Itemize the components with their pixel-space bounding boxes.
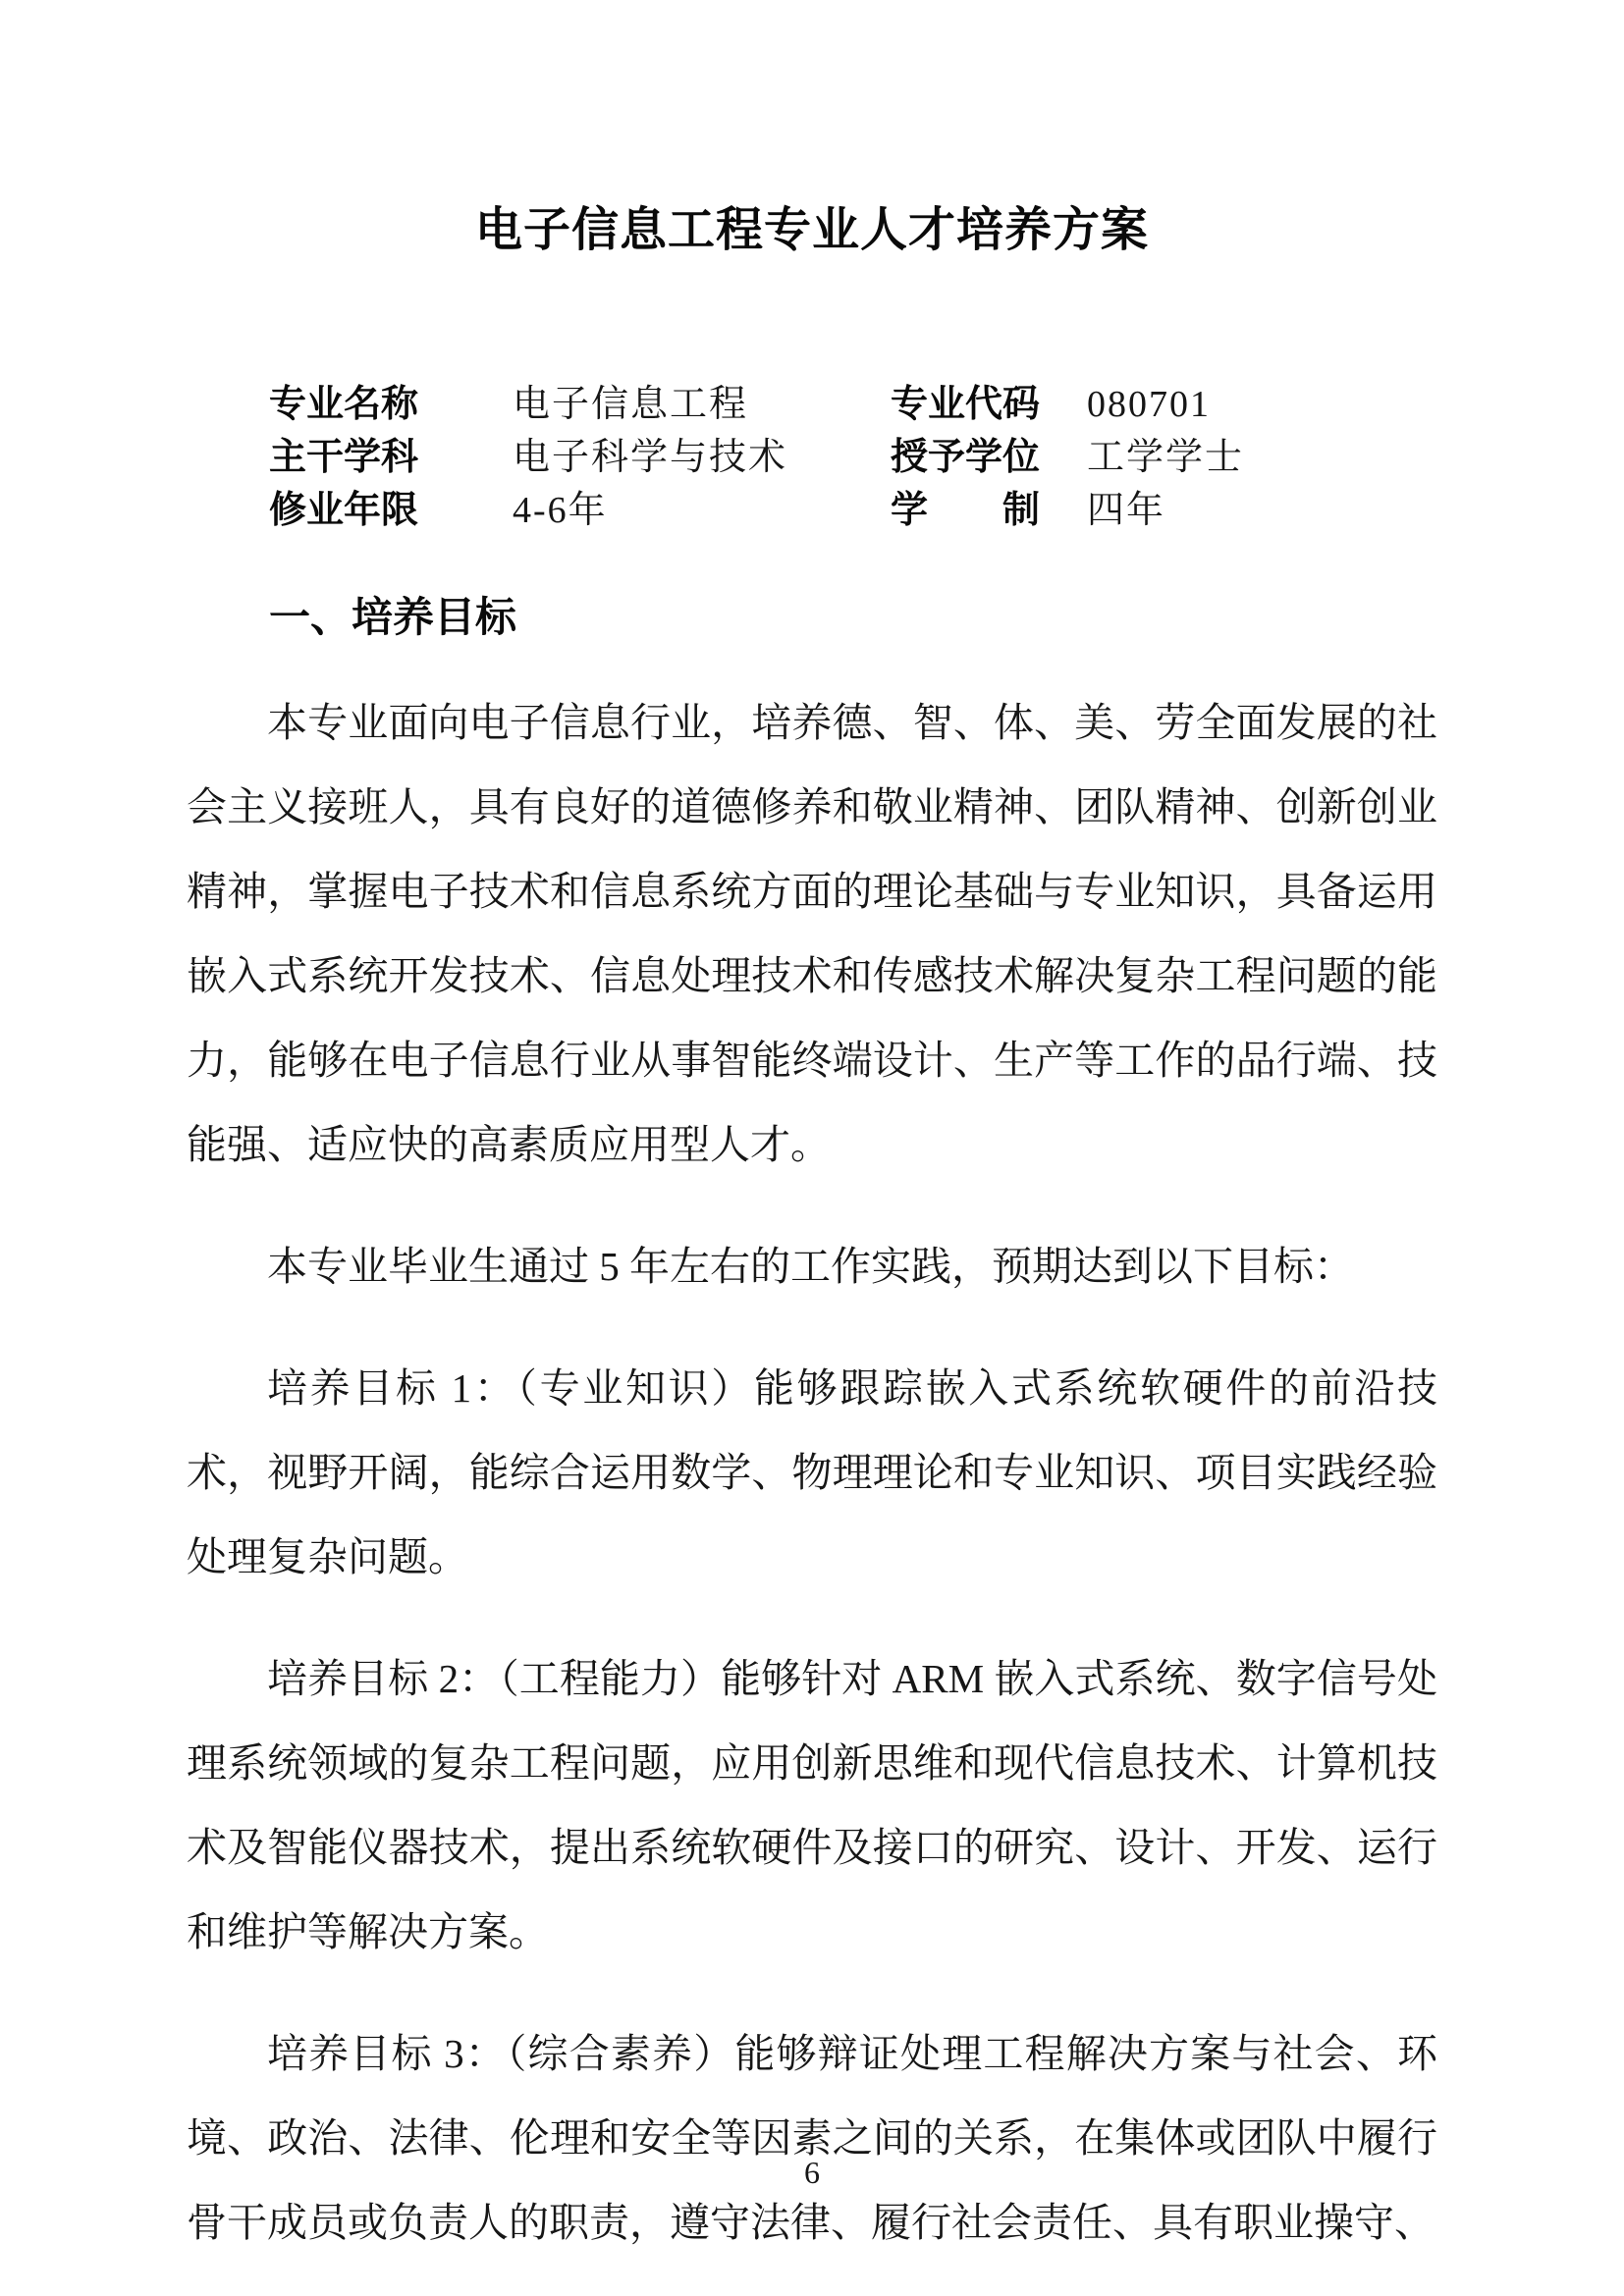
- paragraph-objective-1: 培养目标 1：（专业知识）能够跟踪嵌入式系统软硬件的前沿技术，视野开阔，能综合运用数学、物理理论和专业知识、项目实践经验处理复杂问题。: [187, 1365, 1437, 1579]
- field-label-core-discipline: 主干学科: [269, 437, 419, 478]
- field-value-study-duration: 4-6年: [513, 490, 608, 531]
- field-value-degree-awarded: 工学学士: [1087, 437, 1245, 478]
- field-label-degree-awarded: 授予学位: [891, 437, 1041, 478]
- field-value-core-discipline: 电子科学与技术: [513, 437, 788, 478]
- paragraph-expected-goals-intro: 本专业毕业生通过 5 年左右的工作实践，预期达到以下目标：: [267, 1244, 1354, 1289]
- field-label-schooling-length: 学 制: [891, 490, 1041, 531]
- field-label-study-duration: 修业年限: [269, 490, 419, 531]
- section-heading-training-objectives: 一、培养目标: [269, 596, 517, 641]
- document-title: 电子信息工程专业人才培养方案: [474, 204, 1149, 256]
- field-label-major-code: 专业代码: [891, 384, 1041, 425]
- field-label-major-name: 专业名称: [269, 384, 419, 425]
- field-value-major-code: 080701: [1087, 384, 1211, 425]
- program-info-table: [269, 378, 1437, 537]
- paragraph-overview: 本专业面向电子信息行业，培养德、智、体、美、劳全面发展的社会主义接班人，具有良好的道德修养和敬业精神、团队精神、创新创业精神，掌握电子技术和信息系统方面的理论基础与专业知识，具备运用嵌入式系统开发技术、信息处理技术和传感技术解决复杂工程问题的能力，能够在电子信息行业从事智能终端设计、生产等工作的品行端、技能强、适应快的高素质应用型人才。: [187, 700, 1437, 1167]
- page-number: 6: [804, 2155, 820, 2190]
- field-value-schooling-length: 四年: [1087, 490, 1166, 531]
- paragraph-objective-3: 培养目标 3：（综合素养）能够辩证处理工程解决方案与社会、环境、政治、法律、伦理和安全等因素之间的关系，在集体或团队中履行骨干成员或负责人的职责，遵守法律、履行社会责任、具有职业操守、: [187, 2031, 1437, 2245]
- paragraph-objective-2: 培养目标 2：（工程能力）能够针对 ARM 嵌入式系统、数字信号处理系统领域的复杂工程问题，应用创新思维和现代信息技术、计算机技术及智能仪器技术，提出系统软硬件及接口的研究、设计、开发、运行和维护等解决方案。: [187, 1656, 1437, 1954]
- field-value-major-name: 电子信息工程: [513, 384, 749, 425]
